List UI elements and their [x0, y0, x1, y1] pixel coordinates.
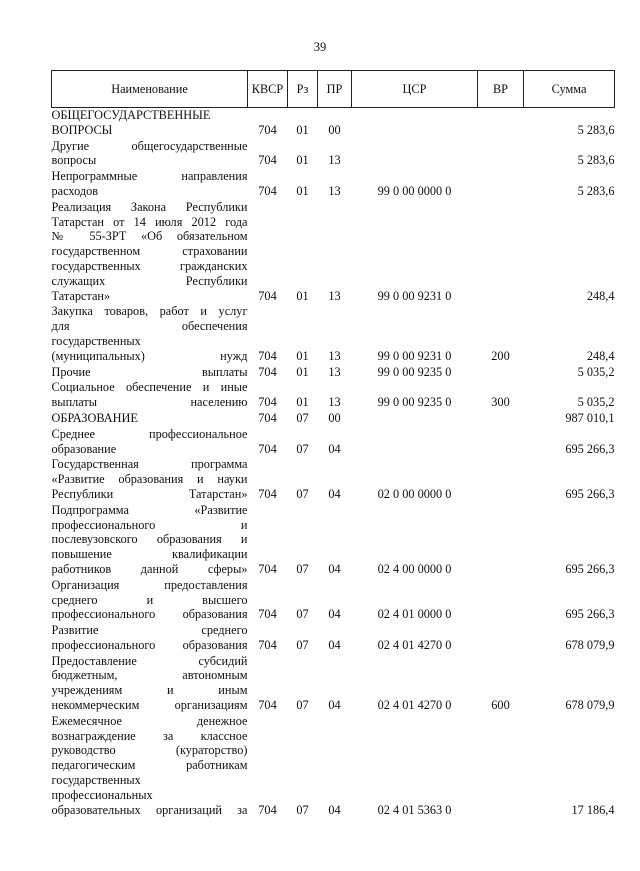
cell-vr	[478, 108, 524, 138]
cell-kvsr: 704	[258, 348, 277, 363]
row-spacer	[52, 817, 615, 818]
name-line: расходов	[51, 183, 99, 198]
cell-pr: 00	[328, 410, 341, 425]
cell-sum: 678 079,9	[565, 637, 615, 652]
name-line: (муниципальных) нужд	[51, 348, 248, 363]
table-body	[52, 108, 615, 819]
cell-pr: 13	[328, 348, 341, 363]
cell-rz: 01	[296, 122, 309, 137]
cell-kvsr: 704	[258, 441, 277, 456]
cell-kvsr: 704	[258, 122, 277, 137]
cell-vr	[478, 365, 524, 380]
cell-csr: 99 0 00 9231 0	[377, 288, 452, 303]
name-line: ВОПРОСЫ	[51, 122, 113, 137]
cell-csr	[352, 108, 478, 138]
row-spacer-cell	[52, 817, 615, 818]
cell-sum: 695 266,3	[565, 486, 615, 501]
name-line: Предоставление субсидий	[51, 653, 248, 668]
cell-vr	[478, 200, 524, 304]
name-line: государственных	[51, 333, 141, 348]
cell-vr	[478, 578, 524, 622]
cell-csr	[352, 411, 478, 426]
cell-name	[52, 304, 248, 363]
cell-name	[52, 427, 248, 457]
name-line: Государственная программа	[51, 457, 248, 472]
name-line: Республики Татарстан»	[51, 486, 248, 501]
table-row	[52, 457, 615, 501]
cell-sum: 248,4	[586, 288, 615, 303]
cell-vr: 600	[491, 698, 510, 713]
cell-kvsr: 704	[258, 364, 277, 379]
name-line: № 55-ЗРТ «Об обязательном	[51, 229, 248, 244]
cell-name	[52, 503, 248, 577]
name-line: Реализация Закона Республики	[51, 199, 248, 214]
name-line: бюджетным, автономным	[51, 668, 248, 683]
cell-vr: 300	[491, 395, 510, 410]
table-row	[52, 139, 615, 169]
cell-name	[52, 623, 248, 653]
table-row	[52, 169, 615, 199]
cell-name	[52, 457, 248, 501]
name-line: работников данной сферы»	[51, 561, 248, 576]
cell-sum: 987 010,1	[565, 410, 615, 425]
cell-kvsr: 704	[258, 607, 277, 622]
cell-kvsr: 704	[258, 802, 277, 817]
column-header-name: Наименование	[52, 71, 248, 108]
column-header-sum: Сумма	[524, 71, 615, 108]
column-header-kvsr: КВСР	[248, 71, 288, 108]
cell-name	[52, 578, 248, 622]
cell-csr: 02 4 00 0000 0	[377, 561, 452, 576]
name-line: профессионального образования	[51, 637, 248, 652]
table-row	[52, 503, 615, 577]
table-row	[52, 427, 615, 457]
cell-rz: 07	[296, 486, 309, 501]
name-line: Прочие выплаты	[51, 364, 248, 379]
cell-csr	[352, 139, 478, 169]
cell-pr: 13	[328, 183, 341, 198]
cell-vr	[478, 457, 524, 501]
name-line: выплаты населению	[51, 395, 248, 410]
cell-sum: 5 283,6	[577, 122, 615, 137]
cell-csr: 02 4 01 4270 0	[377, 698, 452, 713]
cell-rz: 07	[296, 410, 309, 425]
cell-pr: 04	[328, 802, 341, 817]
name-line: государственных	[51, 773, 141, 788]
cell-sum: 17 186,4	[571, 802, 615, 817]
cell-csr	[352, 427, 478, 457]
name-line: для обеспечения	[51, 319, 248, 334]
column-header-csr: ЦСР	[352, 71, 478, 108]
table-row	[52, 411, 615, 426]
cell-csr: 99 0 00 9235 0	[377, 395, 452, 410]
cell-pr: 13	[328, 153, 341, 168]
cell-kvsr: 704	[258, 395, 277, 410]
cell-name	[52, 169, 248, 199]
cell-pr: 13	[328, 395, 341, 410]
cell-rz: 07	[296, 607, 309, 622]
name-line: профессиональных	[51, 787, 153, 802]
cell-rz: 01	[296, 364, 309, 379]
cell-kvsr: 704	[258, 153, 277, 168]
name-line: Закупка товаров, работ и услуг	[51, 304, 248, 319]
cell-name	[52, 714, 248, 818]
cell-pr: 04	[328, 486, 341, 501]
name-line: послевузовского образования и	[51, 532, 248, 547]
column-header-pr: ПР	[318, 71, 352, 108]
table-row	[52, 654, 615, 713]
name-line: образование	[51, 441, 117, 456]
cell-rz: 07	[296, 802, 309, 817]
cell-kvsr: 704	[258, 288, 277, 303]
cell-name	[52, 139, 248, 169]
cell-sum: 248,4	[586, 348, 615, 363]
cell-rz: 07	[296, 637, 309, 652]
name-line: государственном страховании	[51, 244, 248, 259]
cell-sum: 5 283,6	[577, 183, 615, 198]
name-line: профессионального образования	[51, 607, 248, 622]
cell-csr: 02 4 01 0000 0	[377, 607, 452, 622]
cell-csr: 99 0 00 9235 0	[377, 364, 452, 379]
name-line: Развитие среднего	[51, 623, 248, 638]
table-row	[52, 623, 615, 653]
cell-pr: 13	[328, 288, 341, 303]
cell-vr: 200	[491, 348, 510, 363]
cell-vr	[478, 411, 524, 426]
cell-vr	[478, 169, 524, 199]
cell-name	[52, 654, 248, 713]
budget-table	[51, 70, 615, 818]
cell-pr: 04	[328, 561, 341, 576]
cell-rz: 07	[296, 441, 309, 456]
column-header-vr: ВР	[478, 71, 524, 108]
cell-vr	[478, 503, 524, 577]
cell-pr: 04	[328, 607, 341, 622]
table-row	[52, 578, 615, 622]
name-line: вопросы	[51, 153, 97, 168]
cell-kvsr: 704	[258, 637, 277, 652]
cell-rz: 01	[296, 183, 309, 198]
name-line: Организация предоставления	[51, 577, 248, 592]
cell-sum: 695 266,3	[565, 561, 615, 576]
cell-name	[52, 108, 248, 138]
cell-name	[52, 200, 248, 304]
cell-vr	[478, 427, 524, 457]
name-line: Татарстан»	[51, 288, 111, 303]
cell-rz: 01	[296, 153, 309, 168]
name-line: Другие общегосударственные	[51, 138, 248, 153]
cell-vr	[478, 139, 524, 169]
name-line: повышение квалификации	[51, 547, 248, 562]
name-line: «Развитие образования и науки	[51, 472, 248, 487]
cell-csr: 02 0 00 0000 0	[377, 486, 452, 501]
cell-sum: 5 035,2	[577, 364, 615, 379]
name-line: Ежемесячное денежное	[51, 713, 248, 728]
name-line: педагогическим работникам	[51, 758, 248, 773]
name-line: профессионального и	[51, 517, 248, 532]
cell-csr: 99 0 00 9231 0	[377, 348, 452, 363]
cell-rz: 01	[296, 288, 309, 303]
cell-pr: 04	[328, 637, 341, 652]
table-row	[52, 200, 615, 304]
name-line: вознаграждение за классное	[51, 728, 248, 743]
name-line: среднего и высшего	[51, 592, 248, 607]
name-line: Непрограммные направления	[51, 169, 248, 184]
name-line: Подпрограмма «Развитие	[51, 502, 248, 517]
cell-rz: 01	[296, 395, 309, 410]
table-row	[52, 380, 615, 410]
name-line: служащих Республики	[51, 273, 248, 288]
table-row	[52, 365, 615, 380]
name-line: Среднее профессиональное	[51, 426, 248, 441]
cell-sum: 5 035,2	[577, 395, 615, 410]
page-number: 39	[313, 40, 327, 54]
cell-vr	[478, 714, 524, 818]
name-line: ОБЩЕГОСУДАРСТВЕННЫЕ	[51, 108, 211, 122]
cell-rz: 07	[296, 561, 309, 576]
cell-name	[52, 380, 248, 410]
table-row	[52, 108, 615, 138]
table-row	[52, 714, 615, 818]
cell-rz: 07	[296, 698, 309, 713]
cell-kvsr: 704	[258, 698, 277, 713]
name-line: образовательных организаций за	[51, 802, 248, 817]
name-line: учреждениям и иным	[51, 683, 248, 698]
cell-pr: 13	[328, 364, 341, 379]
name-line: ОБРАЗОВАНИЕ	[51, 410, 138, 425]
name-line: Социальное обеспечение и иные	[51, 380, 248, 395]
cell-name	[52, 365, 248, 380]
cell-sum: 678 079,9	[565, 698, 615, 713]
table-header	[52, 71, 615, 108]
name-line: некоммерческим организациям	[51, 698, 248, 713]
cell-csr: 02 4 01 4270 0	[377, 637, 452, 652]
cell-pr: 04	[328, 441, 341, 456]
column-header-rz: Рз	[288, 71, 318, 108]
cell-csr: 99 0 00 0000 0	[377, 183, 452, 198]
cell-kvsr: 704	[258, 561, 277, 576]
cell-name	[52, 411, 248, 426]
cell-sum: 695 266,3	[565, 441, 615, 456]
table-row	[52, 304, 615, 363]
cell-kvsr: 704	[258, 183, 277, 198]
name-line: Татарстан от 14 июля 2012 года	[51, 214, 248, 229]
cell-kvsr: 704	[258, 410, 277, 425]
cell-pr: 00	[328, 122, 341, 137]
cell-sum: 5 283,6	[577, 153, 615, 168]
name-line: руководство (кураторство)	[51, 743, 248, 758]
cell-vr	[478, 623, 524, 653]
cell-kvsr: 704	[258, 486, 277, 501]
cell-sum: 695 266,3	[565, 607, 615, 622]
cell-rz: 01	[296, 348, 309, 363]
cell-pr: 04	[328, 698, 341, 713]
name-line: государственных гражданских	[51, 258, 248, 273]
cell-csr: 02 4 01 5363 0	[377, 802, 452, 817]
